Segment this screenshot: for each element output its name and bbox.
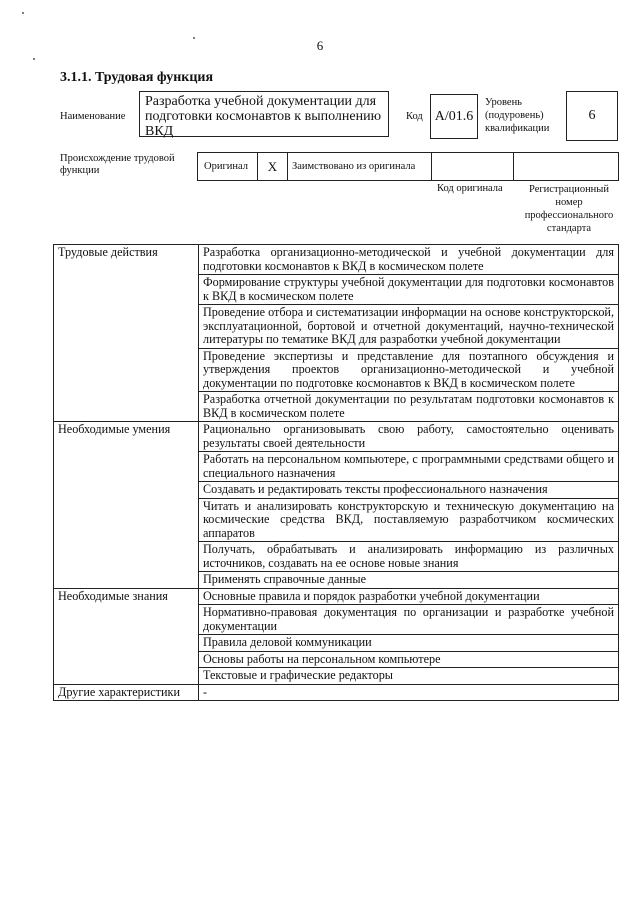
section-title: 3.1.1. Трудовая функция (60, 70, 214, 85)
category-cell: Трудовые действия (54, 245, 199, 422)
item-cell: Рационально организовывать свою работу, самостоятельно оценивать результаты своей деятельности (199, 422, 619, 452)
origin-reg-caption: Регистрационный номер профессионального стандарта (524, 184, 614, 234)
origin-original-cell: Оригинал (198, 153, 258, 180)
level-value-box: 6 (566, 91, 618, 141)
item-cell: Правила деловой коммуникации (199, 635, 619, 652)
table-row (54, 588, 619, 605)
item-cell: Нормативно-правовая документация по организации и разработке учебной документации (199, 605, 619, 635)
table-row (54, 245, 619, 275)
origin-row (197, 152, 619, 181)
code-label: Код (406, 111, 423, 122)
name-value-box: Разработка учебной документации для подготовки космонавтов к выполнению ВКД (139, 91, 389, 137)
level-label: Уровень (подуровень) квалификации (485, 97, 550, 134)
origin-mark-cell: Х (258, 153, 288, 180)
name-label: Наименование (60, 111, 126, 122)
origin-code-cell (432, 153, 514, 180)
item-cell: Создавать и редактировать тексты профессионального назначения (199, 482, 619, 499)
item-cell: Формирование структуры учебной документации для подготовки космонавтов к ВКД в космическом полете (199, 275, 619, 305)
item-cell: Основные правила и порядок разработки учебной документации (199, 588, 619, 605)
item-cell: Разработка организационно-методической и учебной документации для подготовки космонавтов к ВКД в космическом полете (199, 245, 619, 275)
item-cell: Основы работы на персональном компьютере (199, 651, 619, 668)
scan-speck (22, 12, 24, 14)
item-cell: Получать, обрабатывать и анализировать информацию из различных источников, создавать на ее основе новые знания (199, 542, 619, 572)
category-cell: Необходимые умения (54, 422, 199, 589)
item-cell: - (199, 684, 619, 701)
origin-reg-cell (514, 153, 618, 180)
item-cell: Работать на персональном компьютере, с программными средствами общего и специального назначения (199, 452, 619, 482)
table-row (54, 422, 619, 452)
item-cell: Применять справочные данные (199, 572, 619, 589)
item-cell: Текстовые и графические редакторы (199, 668, 619, 685)
code-value-box: А/01.6 (430, 94, 478, 139)
scan-speck (33, 58, 35, 60)
page-number: 6 (316, 38, 324, 53)
category-cell: Необходимые знания (54, 588, 199, 684)
origin-code-caption: Код оригинала (437, 183, 503, 194)
item-cell: Читать и анализировать конструкторскую и техническую документацию на космические средства ВКД, поставляемую разработчиком космических аппаратов (199, 498, 619, 542)
item-cell: Проведение экспертизы и представление для поэтапного обсуждения и утверждения проектов организационно-методической и учебной документации по подготовке космонавтов к ВКД в космическом полете (199, 348, 619, 392)
item-cell: Разработка отчетной документации по результатам подготовки космонавтов к ВКД в космическом полете (199, 392, 619, 422)
function-table-body (54, 245, 619, 701)
origin-label: Происхождение трудовой функции (60, 153, 175, 176)
origin-borrowed-cell: Заимствовано из оригинала (288, 153, 432, 180)
item-cell: Проведение отбора и систематизации информации на основе конструкторской, эксплуатационной, бортовой и отчетной документаций, научно-технической литературы по тематике ВКД для разработки учебной документации (199, 305, 619, 349)
function-table (53, 244, 619, 701)
table-row (54, 684, 619, 701)
category-cell: Другие характеристики (54, 684, 199, 701)
